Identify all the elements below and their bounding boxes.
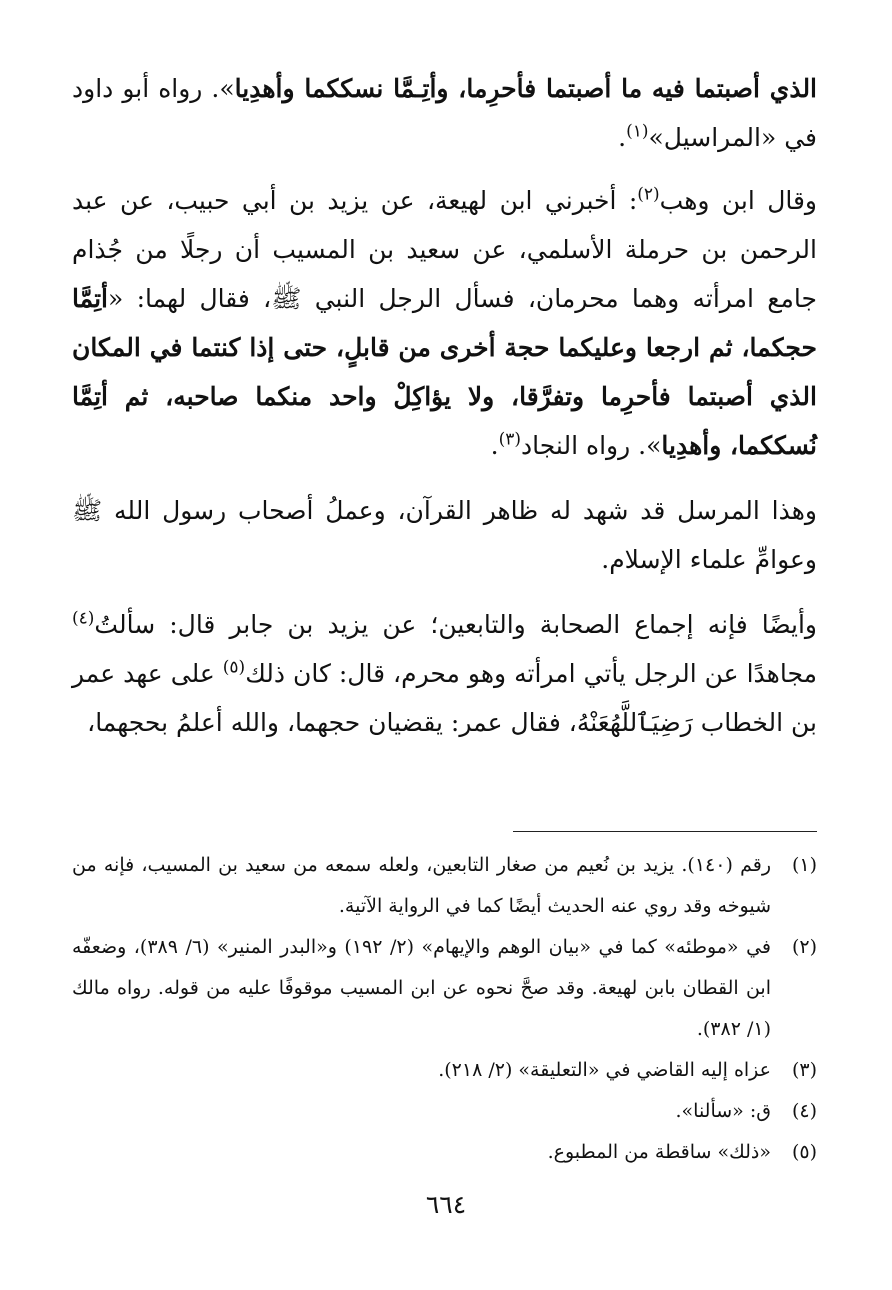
footnote-text: عزاه إليه القاضي في «التعليقة» (٢/ ٢١٨). [438,1059,771,1081]
footnote-text: رقم (١٤٠). يزيد بن نُعيم من صغار التابعين، ولعله سمعه من سعيد بن المسيب، فإنه من شيوخه وقد روي عنه الحديث أيضًا كما في الرواية الآتية. [72,854,771,917]
text-run: مجاهدًا عن الرجل يأتي امرأته وهو محرم، قال: كان ذلك [245,659,817,688]
footnote-ref-5[interactable]: (٥) [222,657,246,678]
footnote-ref-1[interactable]: (١) [626,121,649,142]
paragraph-3: وهذا المرسل قد شهد له ظاهر القرآن، وعملُ أصحاب رسول الله ﷺ وعوامِّ علماء الإسلام. [72,496,817,574]
text-run: . [618,123,627,152]
footnote-text: ق: «سألنا». [675,1100,771,1122]
footnote-number: (٤) [791,1100,817,1122]
footnote-divider [513,831,817,832]
text-run: ». رواه أبو داود في «المراسيل» [72,74,817,152]
footnote-text: «ذلك» ساقطة من المطبوع. [547,1141,771,1163]
paragraph-1 [72,64,817,162]
page-number: ٦٦٤ [425,1190,467,1219]
text-run: . [490,431,499,460]
paragraph-2 [72,176,817,470]
hadith-quote: الذي أصبتما فيه ما أصبتما فأحرِما، وأتِـمَّا نسككما وأهدِيا [234,74,818,103]
text-run: على عهد عمر بن الخطاب رَضِيَٱللَّهُعَنْهُ، فقال عمر: يقضيان حجهما، والله أعلمُ بحجهما، [72,659,817,737]
text-run: ». رواه النجاد [521,431,662,460]
footnote-ref-4[interactable]: (٤) [72,608,95,629]
footnote-ref-3[interactable]: (٣) [498,429,522,450]
footnote-4 [72,1091,817,1132]
paragraph-4 [72,600,817,747]
footnote-number: (١) [791,854,817,876]
main-text [72,64,817,763]
footnote-number: (٥) [791,1141,817,1163]
footnote-text: في «موطئه» كما في «بيان الوهم والإيهام» (٢/ ١٩٢) و«البدر المنير» (٦/ ٣٨٩)، وضعفّه ابن القطان بابن لهيعة. وقد صحَّ نحوه عن ابن المسيب موقوفًا عليه من قوله. رواه مالك (١/ ٣٨٢). [72,936,771,1040]
text-run: وقال ابن وهب [659,186,818,215]
text-run: وأيضًا فإنه إجماع الصحابة والتابعين؛ عن يزيد بن جابر قال: سألتُ [94,610,817,639]
footnote-1 [72,845,817,927]
footnote-2 [72,927,817,1050]
footnote-number: (٢) [791,936,817,958]
text-run: : أخبرني ابن لهيعة، عن يزيد بن أبي حبيب، عن عبد الرحمن بن حرملة الأسلمي، عن سعيد بن المسيب أن رجلًا من جُذام جامع امرأته وهما محرمان، فسأل الرجل النبي ﷺ، فقال لهما: « [72,186,817,313]
footnote-number: (٣) [791,1059,817,1081]
footnotes-section [72,845,817,1173]
footnote-3 [72,1050,817,1091]
hadith-quote: أتِمَّا حجكما، ثم ارجعا وعليكما حجة أخرى من قابلٍ، حتى إذا كنتما في المكان الذي أصبتما فأحرِما وتفرَّقا، ولا يؤاكِلْ واحد منكما صاحبه، ثم أتِمَّا نُسككما، وأهدِيا [72,284,817,460]
footnote-ref-2[interactable]: (٢) [637,184,660,205]
footnote-5 [72,1132,817,1173]
